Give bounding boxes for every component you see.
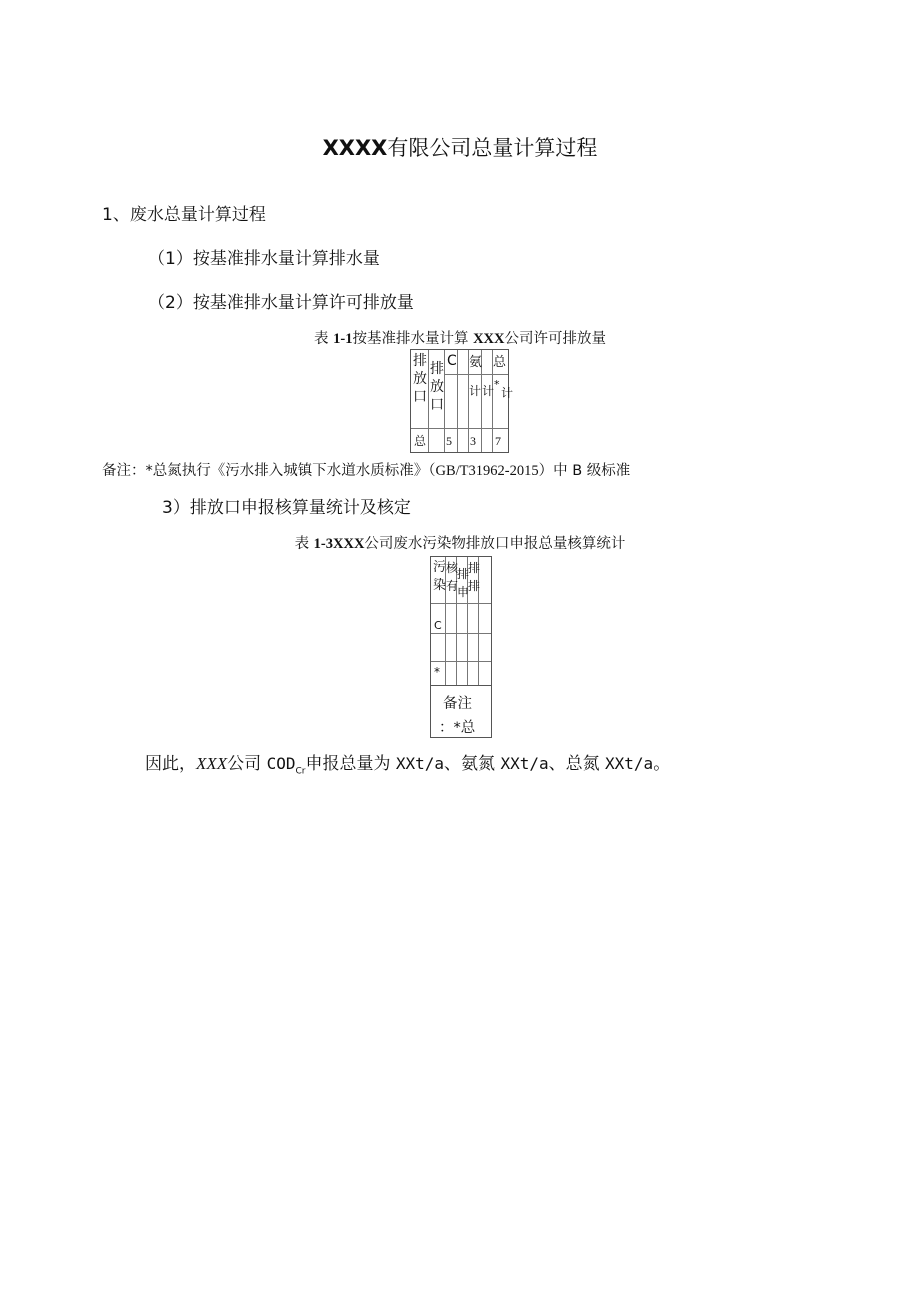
- table1-note: 备注：*总氮执行《污水排入城镇下水道水质标准》（GB/T31962-2015）中 B 级标准: [102, 463, 631, 479]
- table3-caption: 表 1-3XXX公司废水污染物排放口申报总量核算统计: [294, 536, 626, 552]
- table1-foot-total: 总: [414, 434, 427, 448]
- subsection-outlet-statistics: 3）排放口申报核算量统计及核定: [162, 498, 411, 518]
- table3-pollutant-header: 污 染: [433, 560, 447, 593]
- table3: 污 染 核 有 排 申 排 排 C *: [430, 556, 492, 686]
- page-title: XXXX有限公司总量计算过程: [322, 136, 598, 160]
- subsection-permit-emission: （2）按基准排水量计算许可排放量: [148, 293, 414, 313]
- table1-cod-header: C: [447, 353, 457, 369]
- table3-note: 备注 ：*总: [430, 686, 492, 738]
- table1-col2-header: 排 放 口: [430, 361, 444, 413]
- table1-tn-header: 总: [493, 355, 507, 370]
- table1-col1-header: 排 放 口: [413, 353, 427, 405]
- conclusion-text: 因此，XXX公司 $COD_{Cr}$申报总量为 XXt/a、氨氮 XXt/a、总氮 XXt/a。: [145, 754, 671, 777]
- subsection-discharge-volume: （1）按基准排水量计算排水量: [148, 249, 380, 269]
- table1: 排 放 口 排 放 口 C 氨 总 计 计 * 计 总 5 3 7: [410, 349, 509, 453]
- table1-ammonia-header: 氨: [469, 355, 483, 370]
- table1-caption: 表 1-1按基准排水量计算 XXX公司许可排放量: [314, 331, 606, 347]
- section-heading-wastewater: 1、废水总量计算过程: [102, 205, 266, 225]
